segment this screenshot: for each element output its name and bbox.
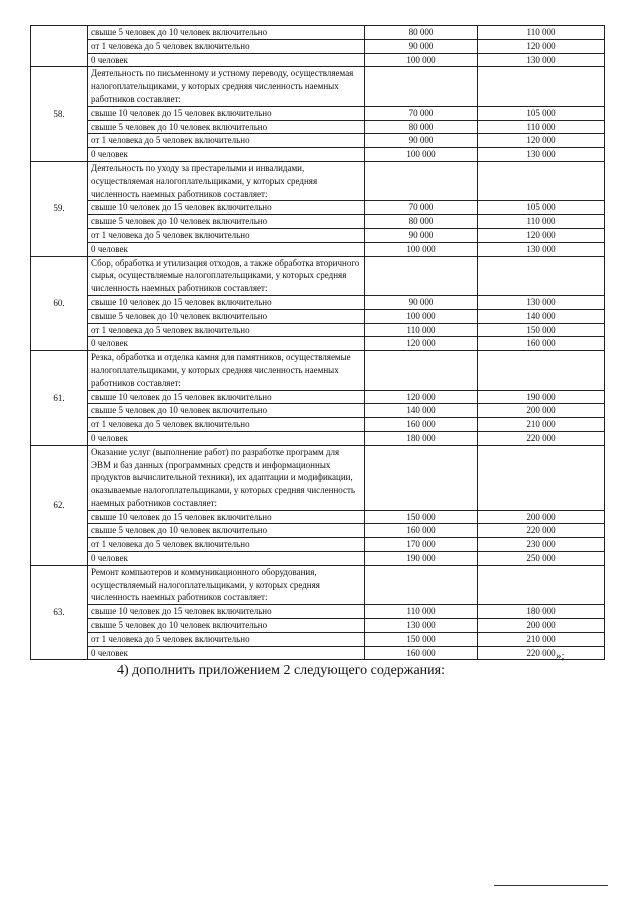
- table-row: [31, 538, 605, 552]
- rate-value-2: 160 000: [478, 337, 605, 351]
- rate-value-1: 150 000: [365, 510, 478, 524]
- table-row: [31, 390, 605, 404]
- table-row: [31, 431, 605, 445]
- empty-cell: [478, 565, 605, 604]
- empty-cell: [478, 445, 605, 510]
- item-number: 61.: [31, 351, 88, 446]
- rate-value-2: 130 000: [478, 242, 605, 256]
- rate-value-2: 200 000: [478, 619, 605, 633]
- table-row: [31, 552, 605, 566]
- row-label: 0 человек: [88, 552, 365, 566]
- rate-value-2: 210 000: [478, 632, 605, 646]
- rate-value-1: 120 000: [365, 390, 478, 404]
- rate-value-2: 150 000: [478, 323, 605, 337]
- rate-value-2: 220 000: [478, 524, 605, 538]
- empty-cell: [365, 445, 478, 510]
- row-label: свыше 5 человек до 10 человек включительно: [88, 619, 365, 633]
- section-heading-row: [31, 67, 605, 106]
- rate-value-1: 80 000: [365, 215, 478, 229]
- rate-value-1: 110 000: [365, 605, 478, 619]
- rate-value-1: 140 000: [365, 404, 478, 418]
- section-heading-row: [31, 445, 605, 510]
- empty-cell: [478, 161, 605, 200]
- row-label: от 1 человека до 5 человек включительно: [88, 323, 365, 337]
- row-label: свыше 5 человек до 10 человек включительно: [88, 26, 365, 40]
- row-label: от 1 человека до 5 человек включительно: [88, 418, 365, 432]
- section-heading: Резка, обработка и отделка камня для памятников, осуществляемые налогоплательщиками, у которых средняя численность наемных работников составляет:: [88, 351, 365, 390]
- table-row: [31, 632, 605, 646]
- row-label: от 1 человека до 5 человек включительно: [88, 228, 365, 242]
- rate-value-2: 110 000: [478, 120, 605, 134]
- rate-value-2: 105 000: [478, 106, 605, 120]
- rate-value-2: 140 000: [478, 309, 605, 323]
- rate-value-2: 120 000: [478, 134, 605, 148]
- item-number: 62.: [31, 445, 88, 565]
- rate-value-2: 180 000: [478, 605, 605, 619]
- section-heading: Ремонт компьютеров и коммуникационного оборудования, осуществляемый налогоплательщиками, у которых средняя численность наемных работников составляет:: [88, 565, 365, 604]
- rate-value-2: 230 000: [478, 538, 605, 552]
- rate-value-1: 170 000: [365, 538, 478, 552]
- rate-value-1: 160 000: [365, 646, 478, 660]
- row-label: свыше 10 человек до 15 человек включительно: [88, 390, 365, 404]
- row-label: свыше 5 человек до 10 человек включительно: [88, 120, 365, 134]
- page-rule: [494, 885, 608, 886]
- table-row: [31, 39, 605, 53]
- table-row: [31, 337, 605, 351]
- row-label: свыше 10 человек до 15 человек включительно: [88, 510, 365, 524]
- rate-value-1: 70 000: [365, 201, 478, 215]
- row-label: от 1 человека до 5 человек включительно: [88, 632, 365, 646]
- table-row: [31, 106, 605, 120]
- empty-cell: [365, 351, 478, 390]
- empty-cell: [365, 161, 478, 200]
- row-label: 0 человек: [88, 53, 365, 67]
- rate-value-1: 80 000: [365, 26, 478, 40]
- rate-value-1: 70 000: [365, 106, 478, 120]
- rate-value-2: 210 000: [478, 418, 605, 432]
- table-row: [31, 148, 605, 162]
- item-number: 58.: [31, 67, 88, 162]
- rate-value-2: 220 000: [478, 431, 605, 445]
- table-row: [31, 295, 605, 309]
- rate-value-2: 130 000: [478, 53, 605, 67]
- table-row: [31, 215, 605, 229]
- rate-value-2: 105 000: [478, 201, 605, 215]
- rate-value-2: 220 000: [478, 646, 605, 660]
- table-row: [31, 646, 605, 660]
- rate-value-2: 120 000: [478, 228, 605, 242]
- rate-value-2: 190 000: [478, 390, 605, 404]
- empty-cell: [365, 67, 478, 106]
- row-label: 0 человек: [88, 646, 365, 660]
- empty-cell: [365, 256, 478, 295]
- closing-quote: »;: [556, 650, 565, 662]
- row-label: 0 человек: [88, 242, 365, 256]
- section-heading: Деятельность по уходу за престарелыми и инвалидами, осуществляемая налогоплательщиками, у которых средняя численность наемных работников составляет:: [88, 161, 365, 200]
- table-row: [31, 404, 605, 418]
- section-heading: Деятельность по письменному и устному переводу, осуществляемая налогоплательщиками, у которых средняя численность наемных работников составляет:: [88, 67, 365, 106]
- rate-value-1: 180 000: [365, 431, 478, 445]
- rate-value-2: 130 000: [478, 295, 605, 309]
- table-row: [31, 323, 605, 337]
- section-heading-row: [31, 256, 605, 295]
- appendix-instruction: 4) дополнить приложением 2 следующего содержания:: [117, 663, 445, 678]
- table-row: [31, 53, 605, 67]
- section-heading-row: [31, 565, 605, 604]
- rate-value-1: 190 000: [365, 552, 478, 566]
- rate-value-1: 80 000: [365, 120, 478, 134]
- item-number: 59.: [31, 161, 88, 256]
- rate-value-1: 90 000: [365, 39, 478, 53]
- row-label: свыше 10 человек до 15 человек включительно: [88, 106, 365, 120]
- empty-cell: [478, 256, 605, 295]
- section-heading: Оказание услуг (выполнение работ) по разработке программ для ЭВМ и баз данных (программных средств и информационных продуктов вычислительной техники), их адаптации и модификации, оказываемые налогоплательщиками, у которых средняя численность наемных работников составляет:: [88, 445, 365, 510]
- row-label: от 1 человека до 5 человек включительно: [88, 39, 365, 53]
- row-label: свыше 10 человек до 15 человек включительно: [88, 295, 365, 309]
- row-label: 0 человек: [88, 431, 365, 445]
- rate-value-2: 110 000: [478, 26, 605, 40]
- rate-value-2: 250 000: [478, 552, 605, 566]
- rate-value-1: 90 000: [365, 228, 478, 242]
- row-label: 0 человек: [88, 337, 365, 351]
- table-row: [31, 524, 605, 538]
- row-label: свыше 5 человек до 10 человек включительно: [88, 404, 365, 418]
- row-label: свыше 10 человек до 15 человек включительно: [88, 605, 365, 619]
- row-label: свыше 5 человек до 10 человек включительно: [88, 215, 365, 229]
- table-row: [31, 134, 605, 148]
- table-row: [31, 242, 605, 256]
- table-row: [31, 120, 605, 134]
- table-row: [31, 309, 605, 323]
- section-heading-row: [31, 161, 605, 200]
- table-row: [31, 228, 605, 242]
- row-label: 0 человек: [88, 148, 365, 162]
- rate-value-1: 110 000: [365, 323, 478, 337]
- row-label: от 1 человека до 5 человек включительно: [88, 134, 365, 148]
- rate-value-2: 200 000: [478, 404, 605, 418]
- section-heading-row: [31, 351, 605, 390]
- tax-rate-table: [30, 25, 605, 660]
- empty-cell: [478, 67, 605, 106]
- table-row: [31, 26, 605, 40]
- rate-value-1: 90 000: [365, 295, 478, 309]
- rate-value-1: 90 000: [365, 134, 478, 148]
- section-heading: Сбор, обработка и утилизация отходов, а также обработка вторичного сырья, осуществляемые налогоплательщиками, у которых средняя численность наемных работников составляет:: [88, 256, 365, 295]
- rate-value-2: 110 000: [478, 215, 605, 229]
- table-row: [31, 605, 605, 619]
- empty-cell: [478, 351, 605, 390]
- rate-value-2: 200 000: [478, 510, 605, 524]
- rate-value-2: 130 000: [478, 148, 605, 162]
- row-label: от 1 человека до 5 человек включительно: [88, 538, 365, 552]
- row-label: свыше 5 человек до 10 человек включительно: [88, 309, 365, 323]
- table-row: [31, 619, 605, 633]
- rate-value-1: 130 000: [365, 619, 478, 633]
- rate-value-1: 120 000: [365, 337, 478, 351]
- rate-value-1: 100 000: [365, 242, 478, 256]
- table-row: [31, 201, 605, 215]
- row-label: свыше 5 человек до 10 человек включительно: [88, 524, 365, 538]
- rate-value-2: 120 000: [478, 39, 605, 53]
- table-row: [31, 510, 605, 524]
- item-number: 63.: [31, 565, 88, 660]
- table-row: [31, 418, 605, 432]
- item-number: 60.: [31, 256, 88, 351]
- row-label: свыше 10 человек до 15 человек включительно: [88, 201, 365, 215]
- rate-value-1: 160 000: [365, 524, 478, 538]
- empty-cell: [365, 565, 478, 604]
- rate-value-1: 100 000: [365, 309, 478, 323]
- rate-value-1: 100 000: [365, 148, 478, 162]
- item-number-empty: [31, 26, 88, 67]
- rate-value-1: 100 000: [365, 53, 478, 67]
- rate-value-1: 150 000: [365, 632, 478, 646]
- rate-value-1: 160 000: [365, 418, 478, 432]
